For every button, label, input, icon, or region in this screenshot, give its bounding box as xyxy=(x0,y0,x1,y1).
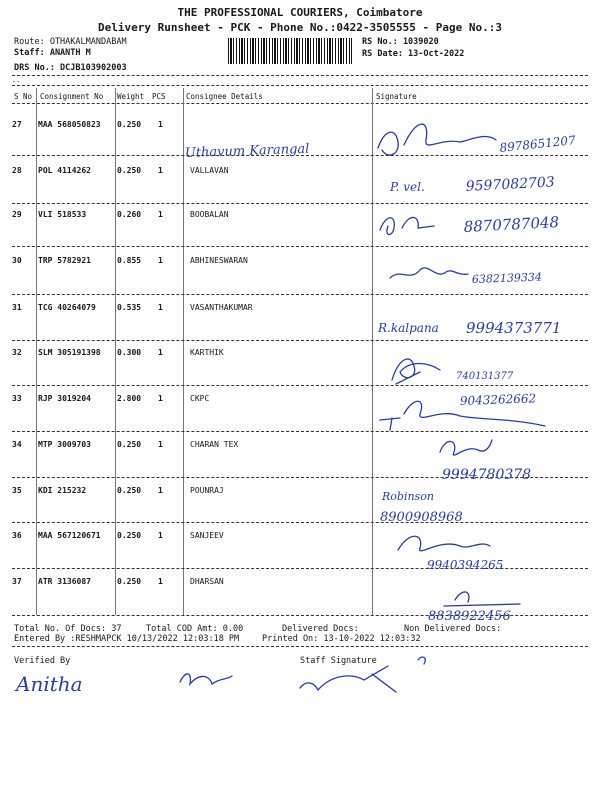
printed-on: Printed On: 13-10-2022 12:03:32 xyxy=(262,634,421,644)
runsheet-title: Delivery Runsheet - PCK - Phone No.:0422-3505555 - Page No.:3 xyxy=(98,21,502,34)
handwritten-phone: 9043262662 xyxy=(459,391,537,408)
handwritten-phone: 8838922456 xyxy=(428,609,511,624)
table-row: 37 ATR 3136087 0.250 1 DHARSAN xyxy=(12,577,224,586)
col-pcs: PCS xyxy=(152,92,166,101)
table-row: 34 MTP 3009703 0.250 1 CHARAN TEX xyxy=(12,440,239,449)
rs-number: RS No.: 1039020 xyxy=(362,37,439,47)
verified-signature: Anitha xyxy=(16,672,83,696)
handwritten-phone: 8900908968 xyxy=(380,510,463,525)
handwritten-phone: 9994373771 xyxy=(466,319,562,337)
col-consignment: Consignment No xyxy=(40,92,104,101)
col-consignee: Consignee Details xyxy=(186,92,263,101)
handwritten-phone: 9940394265 xyxy=(427,558,504,572)
table-row: 29 VLI 518533 0.260 1 BOOBALAN xyxy=(12,210,229,219)
entered-by: Entered By :RESHMAPCK 10/13/2022 12:03:18 PM xyxy=(14,634,240,644)
handwritten-signature: P. vel. xyxy=(390,180,425,194)
handwritten-signature: Robinson xyxy=(382,490,434,503)
table-row: 33 RJP 3019204 2.800 1 CKPC xyxy=(12,394,210,403)
non-delivered-docs: Non Delivered Docs: xyxy=(404,624,502,634)
route: Route: OTHAKALMANDABAM xyxy=(14,37,127,47)
col-weight: Weight xyxy=(117,92,145,101)
handwritten-phone: 8978651207 xyxy=(498,133,577,155)
total-cod: Total COD Amt: 0.00 xyxy=(146,624,244,634)
handwritten-phone: 6382139334 xyxy=(471,270,543,286)
table-row: 31 TCG 40264079 0.535 1 VASANTHAKUMAR xyxy=(12,303,253,312)
delivered-docs: Delivered Docs: xyxy=(282,624,359,634)
handwritten-signature: R.kalpana xyxy=(378,321,439,335)
company-name: THE PROFESSIONAL COURIERS, Coimbatore xyxy=(177,6,423,19)
verified-by-label: Verified By xyxy=(14,656,71,666)
table-row: 35 KDI 215232 0.250 1 POUNRAJ xyxy=(12,486,224,495)
table-row: 32 SLM 305191398 0.300 1 KARTHIK xyxy=(12,348,224,357)
staff-signature-label: Staff Signature xyxy=(300,656,377,666)
handwritten-phone: 9597082703 xyxy=(465,174,556,195)
table-row: 36 MAA 567120671 0.250 1 SANJEEV xyxy=(12,531,224,540)
handwritten-phone: 8870787048 xyxy=(463,213,560,236)
col-signature: Signature xyxy=(376,92,417,101)
table-row: 28 POL 4114262 0.250 1 VALLAVAN xyxy=(12,166,229,175)
handwritten-name: Uthavum Karangal xyxy=(184,141,310,161)
rs-date: RS Date: 13-Oct-2022 xyxy=(362,49,465,59)
table-row: 30 TRP 5782921 0.855 1 ABHINESWARAN xyxy=(12,256,248,265)
runsheet-page: THE PROFESSIONAL COURIERS, Coimbatore Delivery Runsheet - PCK - Phone No.:0422-3505555 - Page No.:3 Route: OTHAKALMANDABAM Staff: ANANTH M DRS No.: DCJB103902003 RS No.: 1039020 RS Date: 13-Oct-2022 -- S No Consignment No Weight PCS Consignee Details Signature 27 MAA 568050823 0.250 1 28 POL 4114262 0.250 1 VALLAVAN 29 VLI 518533 0.260 1 BOOBALAN 30 TRP 5782921 0.855 1 ABHINESWARAN 31 TCG 40264079 0.535 1 VASANTHAKUMAR 32 SLM 305191398 0.300 1 KARTHIK 33 RJP 3019204 2.800 1 CKPC 34 MTP 3009703 0.250 1 CHARAN TEX 35 KDI 215232 0.250 1 POUNRAJ 36 MAA 567120671 0.250 1 SANJEEV 37 ATR 3136087 0.250 1 DHARSAN Total No. Of Docs: 37 Total COD Amt: 0.00 Delivered Docs: Non Delivered Docs: Entered By :RESHMAPCK 10/13/2022 12:03:18 PM Printed On: 13-10-2022 12:03:32 Verified By Staff Signature Uthavum Karangal 8978651207 P. vel. 9597082703 8870787048 6382139334 R.kalpana 9994373771 740131377 9043262662 9994780378 Robinson 8900908968 9940394265 8838922456 Anitha xyxy=(0,0,600,800)
staff: Staff: ANANTH M xyxy=(14,48,91,58)
table-row: 27 MAA 568050823 0.250 1 xyxy=(12,120,163,129)
total-docs: Total No. Of Docs: 37 xyxy=(14,624,122,634)
drs-number: DRS No.: DCJB103902003 xyxy=(14,63,127,73)
handwritten-phone: 9994780378 xyxy=(442,467,532,483)
col-sno: S No xyxy=(14,92,33,101)
handwritten-phone: 740131377 xyxy=(456,371,514,382)
